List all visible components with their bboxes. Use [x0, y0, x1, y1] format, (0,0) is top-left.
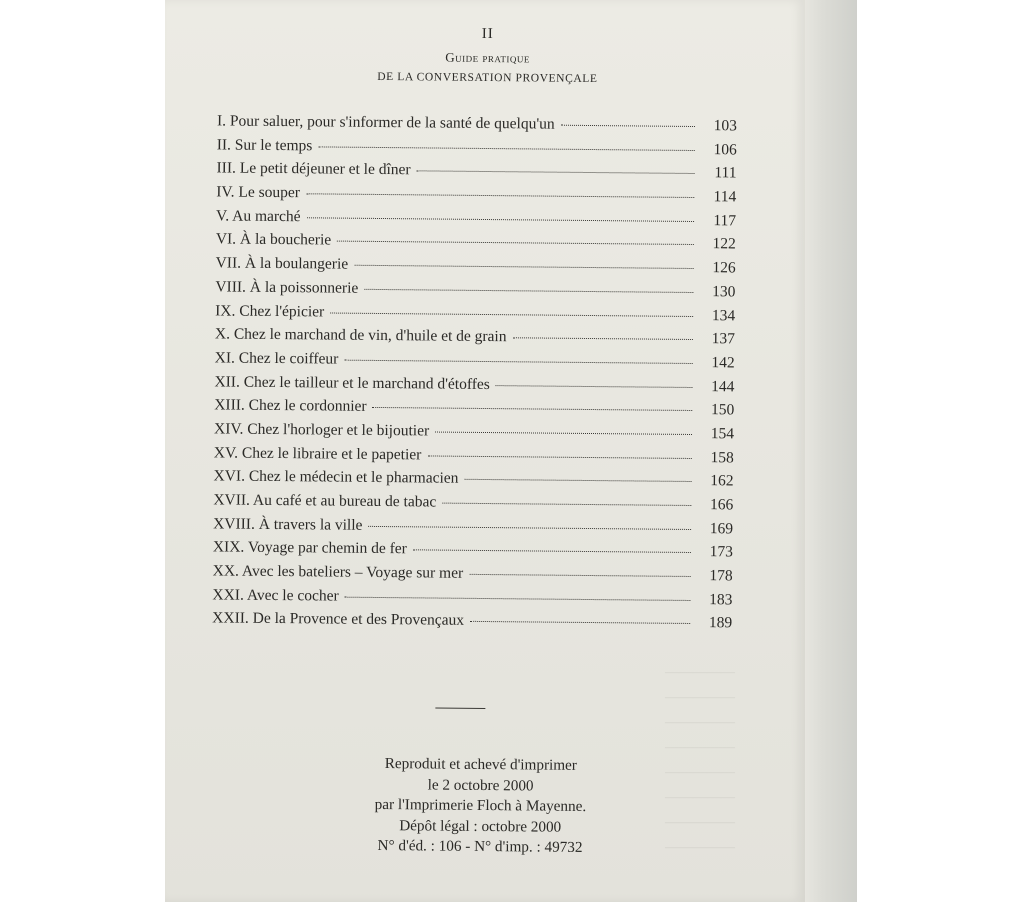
dot-leader [561, 125, 695, 127]
book-page [165, 0, 805, 902]
dot-leader [470, 621, 690, 624]
toc-entry-title: V. Au marché [216, 207, 301, 225]
dot-leader [417, 171, 695, 175]
toc-entry-page-number: 183 [709, 590, 733, 609]
table-of-contents [212, 111, 737, 637]
toc-entry-page-number: 158 [710, 448, 734, 467]
toc-entry-page-number: 162 [710, 472, 734, 490]
toc-entry-title: XXI. Avec le cocher [212, 586, 339, 605]
toc-entry-title: XIV. Chez l'horloger et le bijoutier [213, 420, 430, 440]
dot-leader [373, 407, 693, 411]
toc-entry-page-number: 114 [713, 188, 737, 206]
toc-entry-page-number: 126 [712, 259, 736, 277]
toc-entry-title: IX. Chez l'épicier [215, 301, 325, 320]
dot-leader [469, 574, 690, 577]
toc-entry-title: XVIII. À travers la ville [213, 515, 363, 534]
section-number: II [481, 25, 494, 43]
toc-entry-title: IV. Le souper [216, 183, 301, 202]
toc-entry-page-number: 103 [713, 117, 738, 135]
dot-leader [442, 503, 691, 506]
dot-leader [413, 550, 691, 554]
toc-entry-title: XVI. Chez le médecin et le pharmacien [213, 467, 459, 488]
toc-entry-page-number: 142 [711, 354, 735, 372]
dot-leader [330, 312, 693, 316]
colophon-line: par l'Imprimerie Floch à Mayenne. [374, 795, 587, 815]
toc-entry-title: VII. À la boulangerie [215, 254, 349, 273]
toc-entry-title: VIII. À la poissonnerie [215, 278, 359, 297]
toc-entry-page-number: 154 [710, 425, 735, 443]
toc-entry-page-number: 117 [713, 211, 737, 230]
divider-rule [435, 708, 485, 709]
dot-leader [345, 596, 691, 600]
toc-entry-page-number: 111 [714, 164, 737, 182]
toc-entry-page-number: 189 [708, 614, 733, 632]
dot-leader [427, 455, 691, 459]
toc-entry-page-number: 166 [710, 496, 734, 514]
dot-leader [337, 241, 694, 245]
toc-entry-title: I. Pour saluer, pour s'informer de la santé de quelqu'un [216, 112, 555, 133]
toc-entry-page-number: 173 [709, 543, 733, 561]
toc-entry-page-number: 137 [711, 330, 736, 348]
dot-leader [435, 431, 692, 434]
colophon-line: N° d'éd. : 106 - N° d'imp. : 49732 [377, 836, 583, 856]
bleed-through-text: ————— ————— ————— ————— ————— ————— ————— ————— [665, 665, 735, 855]
dot-leader [496, 385, 693, 388]
toc-entry-page-number: 134 [711, 306, 736, 324]
toc-entry-title: XIII. Chez le cordonnier [214, 396, 367, 416]
background-left [0, 0, 165, 902]
toc-entry-title: XIX. Voyage par chemin de fer [212, 538, 407, 558]
toc-entry-title: XXII. De la Provence et des Provençaux [212, 609, 465, 630]
dot-leader [364, 289, 693, 293]
toc-entry-page-number: 178 [709, 567, 733, 585]
toc-entry [212, 609, 732, 638]
colophon-line: Dépôt légal : octobre 2000 [399, 816, 562, 836]
dot-leader [306, 193, 694, 198]
section-subtitle: DE LA CONVERSATION PROVENÇALE [377, 70, 598, 86]
page-edge-shadow [800, 0, 857, 902]
colophon-line: le 2 octobre 2000 [427, 775, 534, 794]
toc-entry-title: XII. Chez le tailleur et le marchand d'étoffes [214, 372, 490, 393]
background-right [857, 0, 1024, 902]
colophon-line: Reproduit et achevé d'imprimer [384, 755, 577, 774]
colophon [160, 752, 801, 861]
dot-leader [513, 337, 693, 340]
toc-entry-title: II. Sur le temps [216, 136, 313, 155]
toc-entry-page-number: 122 [712, 235, 736, 253]
toc-entry-title: III. Le petit déjeuner et le dîner [216, 159, 411, 179]
toc-entry-title: XX. Avec les bateliers – Voyage sur mer [212, 562, 464, 582]
dot-leader [464, 479, 691, 482]
toc-entry-title: X. Chez le marchand de vin, d'huile et de grain [214, 325, 507, 346]
page-content [160, 0, 809, 905]
toc-entry-page-number: 106 [713, 140, 737, 159]
dot-leader [368, 526, 691, 530]
dot-leader [318, 146, 694, 151]
toc-entry-page-number: 150 [710, 401, 735, 419]
toc-entry-title: XI. Chez le coiffeur [214, 349, 339, 368]
dot-leader [307, 217, 694, 222]
toc-entry-title: XVII. Au café et au bureau de tabac [213, 491, 437, 511]
dot-leader [344, 360, 692, 364]
toc-entry-page-number: 130 [712, 282, 736, 301]
toc-entry-page-number: 144 [711, 377, 735, 395]
section-title: Guide pratique [445, 49, 530, 66]
dot-leader [354, 265, 693, 269]
toc-entry-title: XV. Chez le libraire et le papetier [213, 444, 422, 464]
toc-entry-page-number: 169 [709, 519, 734, 538]
toc-entry-title: VI. À la boucherie [215, 230, 332, 249]
